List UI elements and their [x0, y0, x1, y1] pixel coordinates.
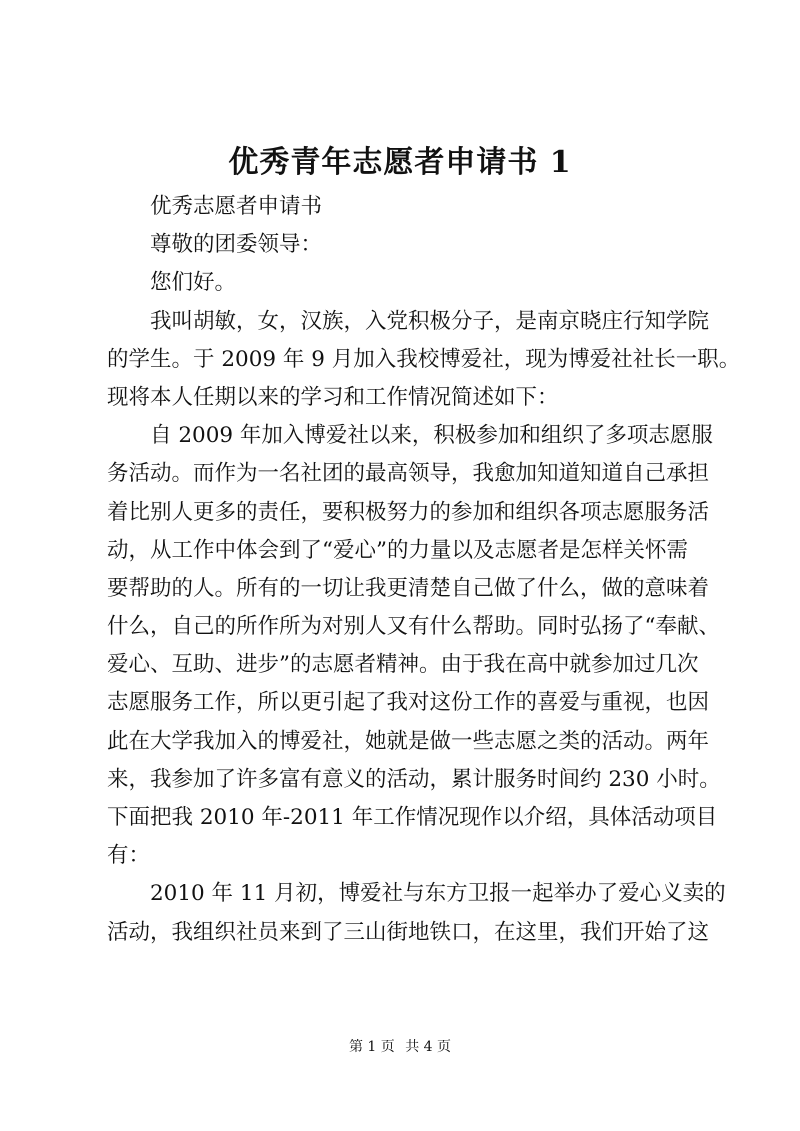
text-line: 您们好。: [150, 270, 237, 296]
text-line: 志愿服务工作，所以更引起了我对这份工作的喜爱与重视，也因: [107, 690, 710, 716]
text-line: 尊敬的团委领导：: [150, 232, 323, 258]
page-number: 第 1 页: [348, 1039, 395, 1055]
text-line: 什么，自己的所作所为对别人又有什么帮助。同时弘扬了“奉献、: [107, 614, 720, 640]
text-line: 务活动。而作为一名社团的最高领导，我愈加知道知道自己承担: [107, 461, 710, 487]
document-title: 优秀青年志愿者申请书 1: [228, 145, 572, 180]
text-line: 2010 年 11 月初，博爱社与东方卫报一起举办了爱心义卖的: [150, 881, 726, 907]
text-line: 我叫胡敏，女，汉族，入党积极分子，是南京晓庄行知学院: [150, 308, 710, 334]
text-line: 自 2009 年加入博爱社以来，积极参加和组织了多项志愿服: [150, 423, 713, 449]
page-footer: [0, 1037, 800, 1057]
text-line: 活动，我组织社员来到了三山街地铁口，在这里，我们开始了这: [107, 919, 710, 945]
text-line: 动，从工作中体会到了“爱心”的力量以及志愿者是怎样关怀需: [107, 537, 688, 563]
text-line: 要帮助的人。所有的一切让我更清楚自己做了什么，做的意味着: [107, 575, 710, 601]
text-line: 爱心、互助、进步”的志愿者精神。由于我在高中就参加过几次: [107, 652, 699, 678]
text-line: 来，我参加了许多富有意义的活动，累计服务时间约 230 小时。: [107, 766, 721, 792]
text-line: 优秀志愿者申请书: [150, 194, 323, 219]
page-total: 共 4 页: [405, 1039, 452, 1055]
text-line: 下面把我 2010 年-2011 年工作情况现作以介绍，具体活动项目: [107, 805, 718, 830]
document-body: [107, 188, 741, 952]
text-line: 的学生。于 2009 年 9 月加入我校博爱社，现为博爱社社长一职。: [107, 346, 741, 372]
text-line: 现将本人任期以来的学习和工作情况简述如下：: [107, 384, 559, 410]
text-line: 此在大学我加入的博爱社，她就是做一些志愿之类的活动。两年: [107, 728, 710, 754]
text-line: 有：: [107, 843, 151, 869]
text-line: 着比别人更多的责任，要积极努力的参加和组织各项志愿服务活: [107, 499, 710, 525]
